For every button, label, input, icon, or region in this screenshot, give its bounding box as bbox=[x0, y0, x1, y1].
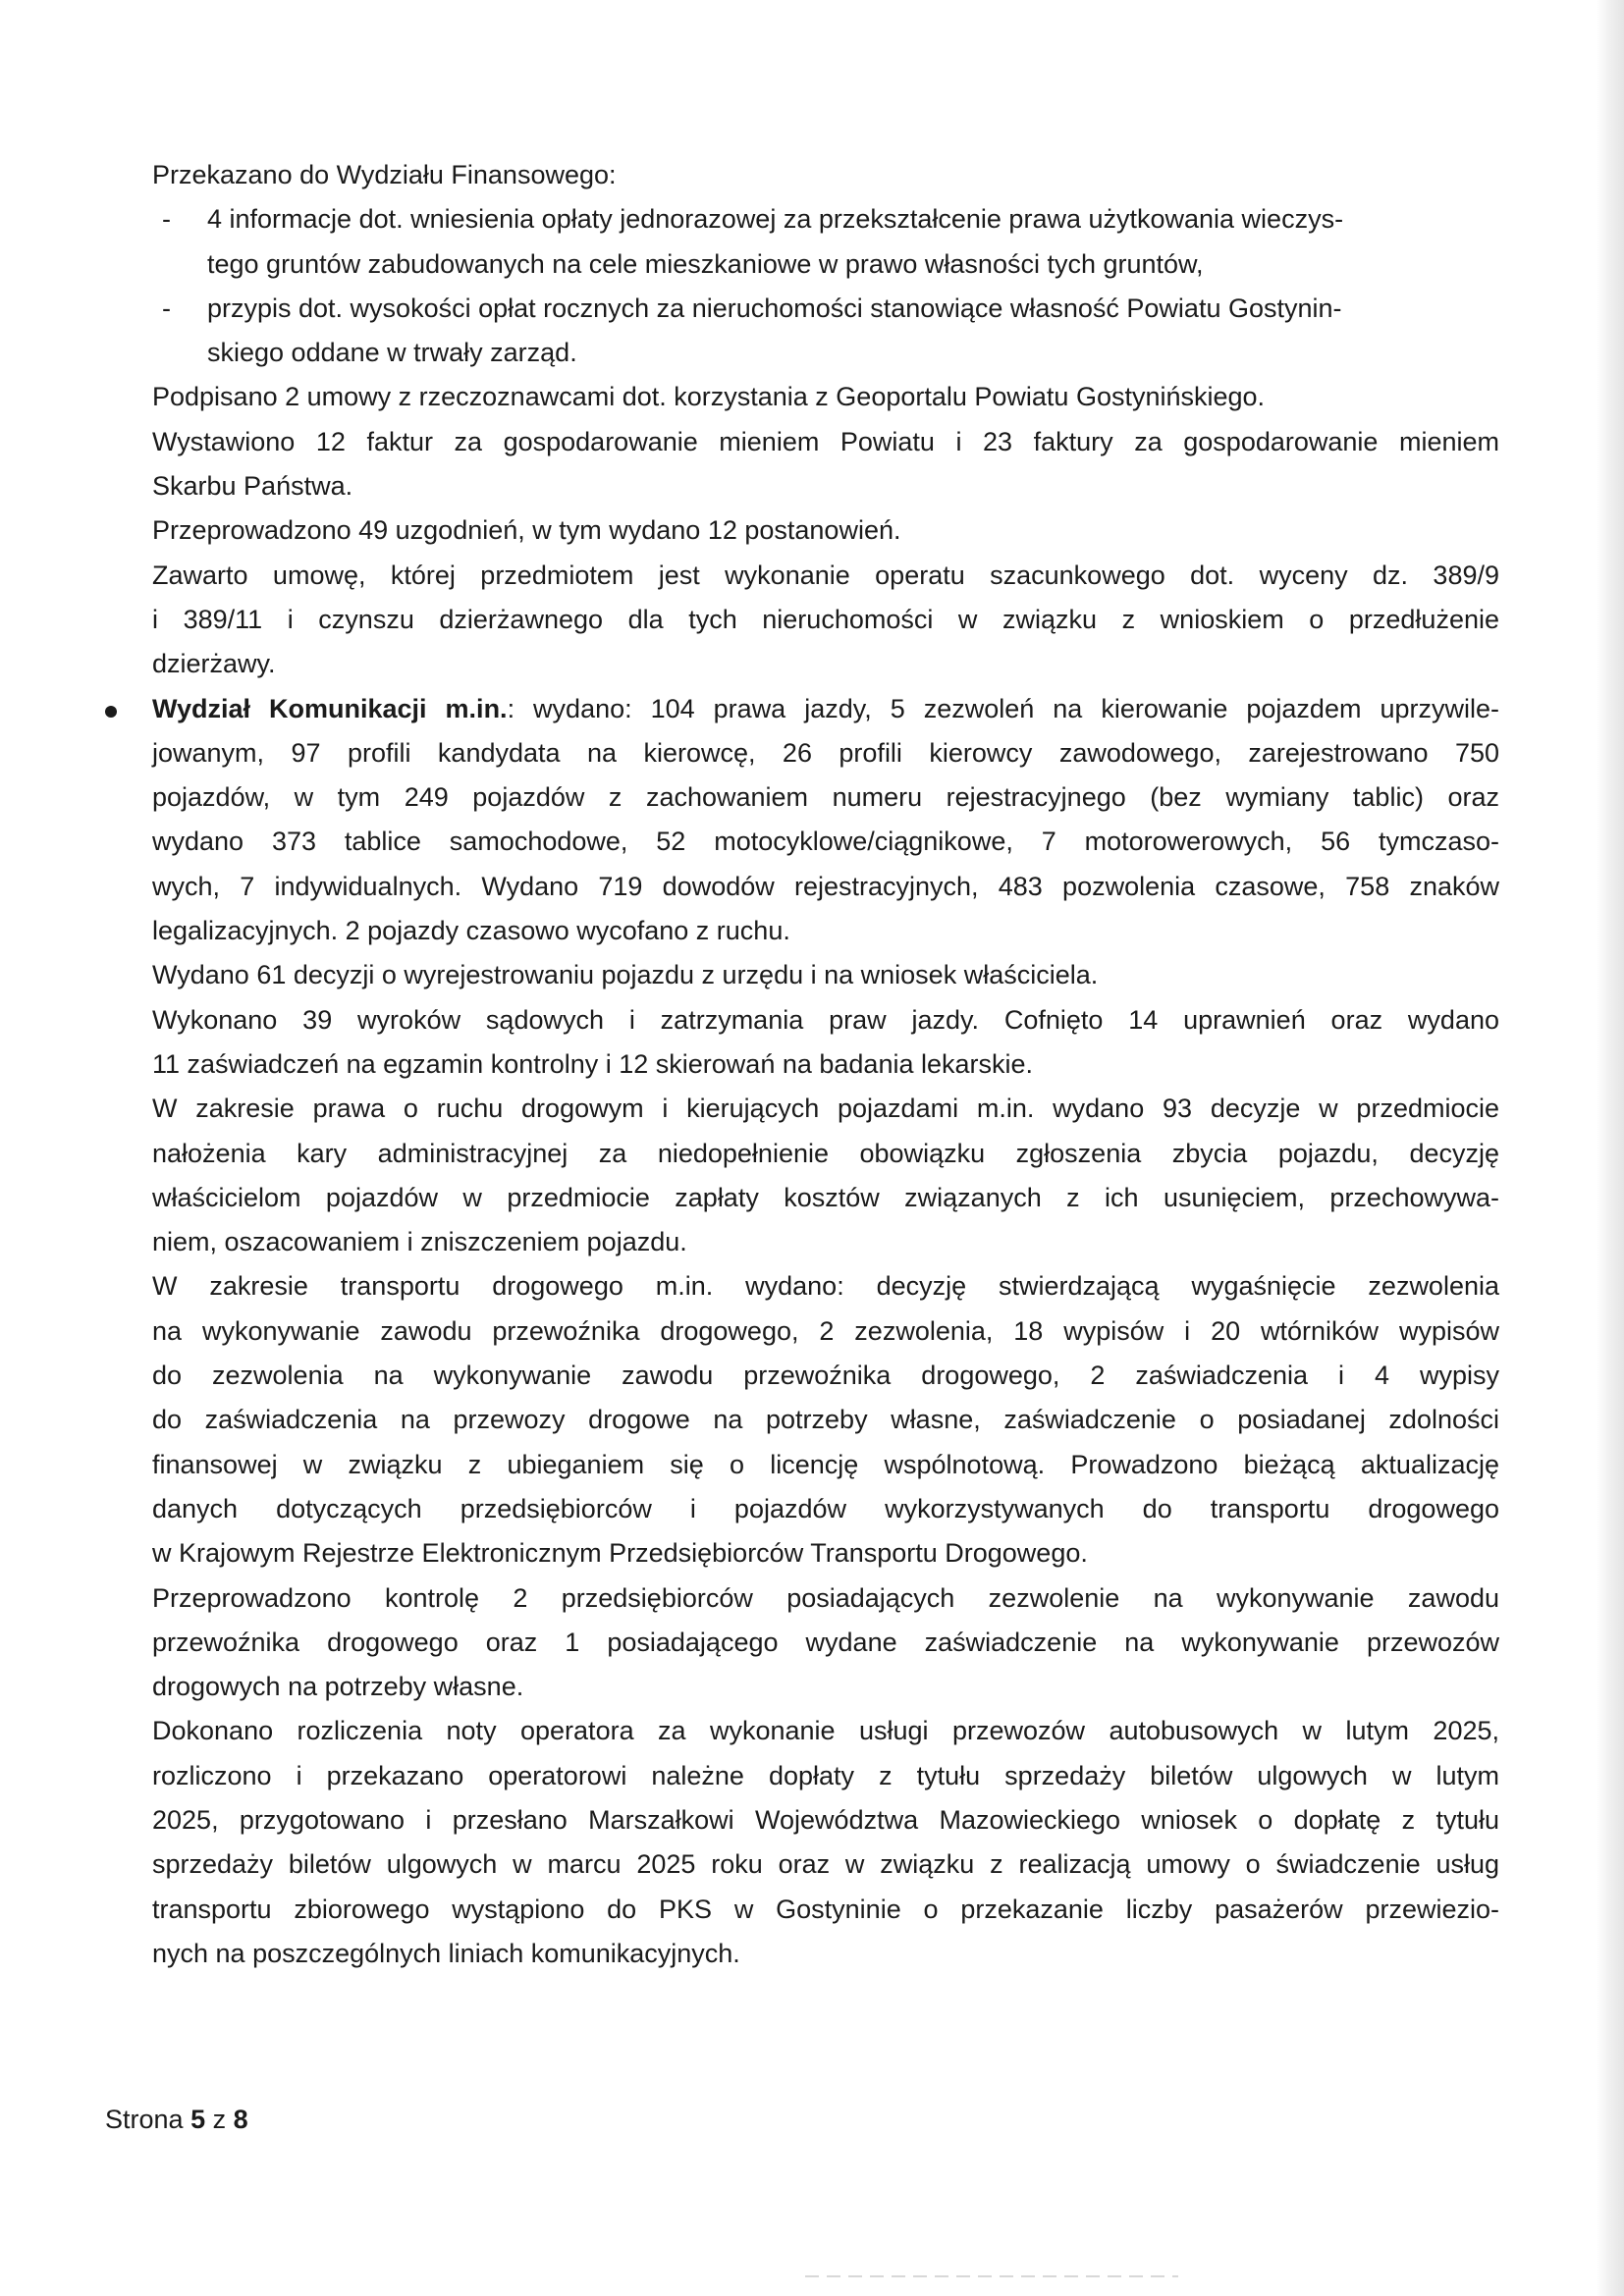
text-line bbox=[152, 1621, 1499, 1665]
line-text: Przeprowadzono 49 uzgodnień, w tym wydano 12 postanowień. bbox=[152, 515, 901, 546]
text-line bbox=[152, 554, 1499, 598]
text-line bbox=[152, 998, 1499, 1042]
text-line bbox=[152, 1709, 1499, 1753]
text-line bbox=[152, 287, 1499, 331]
text-line bbox=[152, 1798, 1499, 1842]
line-text: jowanym, 97 profili kandydata na kierowcę, 26 profili kierowcy zawodowego, zarejestrowano 750 bbox=[152, 737, 1499, 768]
text-line bbox=[152, 820, 1499, 864]
line-text: danych dotyczących przedsiębiorców i pojazdów wykorzystywanych do transportu drogowego bbox=[152, 1493, 1499, 1523]
text-line bbox=[152, 1842, 1499, 1887]
line-text: nałożenia kary administracyjnej za niedopełnienie obowiązku zgłoszenia zbycia pojazdu, decyzję bbox=[152, 1138, 1499, 1168]
text-line bbox=[152, 731, 1499, 775]
line-text: dzierżawy. bbox=[152, 649, 276, 679]
page-edge-shadow bbox=[1597, 0, 1624, 2296]
line-text: na wykonywanie zawodu przewoźnika drogowego, 2 zezwolenia, 18 wypisów i 20 wtórników wypisów bbox=[152, 1315, 1499, 1346]
text-line bbox=[152, 953, 1499, 997]
text-line bbox=[152, 242, 1499, 287]
text-line bbox=[152, 197, 1499, 241]
text-line bbox=[152, 1398, 1499, 1442]
text-line bbox=[152, 642, 1499, 686]
line-text: Podpisano 2 umowy z rzeczoznawcami dot. korzystania z Geoportalu Powiatu Gostynińskiego. bbox=[152, 382, 1266, 412]
line-text: w Krajowym Rejestrze Elektronicznym Przedsiębiorców Transportu Drogowego. bbox=[152, 1538, 1088, 1569]
text-line bbox=[152, 1487, 1499, 1531]
line-text: 4 informacje dot. wniesienia opłaty jednorazowej za przekształcenie prawa użytkowania wieczys- bbox=[207, 204, 1344, 235]
line-text: i 389/11 i czynszu dzierżawnego dla tych nieruchomości w związku z wnioskiem o przedłużenie bbox=[152, 604, 1499, 634]
text-line bbox=[152, 865, 1499, 909]
line-text: Przeprowadzono kontrolę 2 przedsiębiorców posiadających zezwolenie na wykonywanie zawodu bbox=[152, 1582, 1499, 1613]
text-line bbox=[152, 1932, 1499, 1976]
footer-page-current: 5 bbox=[190, 2105, 206, 2134]
text-line bbox=[152, 508, 1499, 553]
text-line bbox=[152, 1576, 1499, 1621]
line-text: transportu zbiorowego wystąpiono do PKS w Gostyninie o przekazanie liczby pasażerów przewiezio- bbox=[152, 1894, 1499, 1924]
line-text: do zaświadczenia na przewozy drogowe na potrzeby własne, zaświadczenie o posiadanej zdolności bbox=[152, 1405, 1499, 1435]
line-text: pojazdów, w tym 249 pojazdów z zachowaniem numeru rejestracyjnego (bez wymiany tablic) oraz bbox=[152, 782, 1499, 813]
text-line bbox=[152, 775, 1499, 820]
line-text: W zakresie prawa o ruchu drogowym i kierujących pojazdami m.in. wydano 93 decyzje w przedmiocie bbox=[152, 1094, 1499, 1124]
line-text: przypis dot. wysokości opłat rocznych za nieruchomości stanowiące własność Powiatu Gostynin- bbox=[207, 293, 1342, 323]
line-text: niem, oszacowaniem i zniszczeniem pojazdu. bbox=[152, 1227, 687, 1257]
text-line bbox=[152, 1087, 1499, 1131]
text-line bbox=[152, 1220, 1499, 1264]
text-line bbox=[152, 909, 1499, 953]
line-text: nych na poszczególnych liniach komunikacyjnych. bbox=[152, 1938, 740, 1968]
page-footer bbox=[105, 2102, 248, 2137]
line-text: skiego oddane w trwały zarząd. bbox=[207, 338, 577, 368]
line-text: rozliczono i przekazano operatorowi należne dopłaty z tytułu sprzedaży biletów ulgowych w lutym bbox=[152, 1760, 1499, 1790]
line-text: Przekazano do Wydziału Finansowego: bbox=[152, 160, 617, 189]
footer-separator: z bbox=[212, 2105, 227, 2134]
line-text: Wydano 61 decyzji o wyrejestrowaniu pojazdu z urzędu i na wniosek właściciela. bbox=[152, 960, 1099, 990]
text-line bbox=[152, 598, 1499, 642]
line-text: Zawarto umowę, której przedmiotem jest wykonanie operatu szacunkowego dot. wyceny dz. 389/9 bbox=[152, 560, 1499, 590]
text-line bbox=[152, 1309, 1499, 1354]
text-line bbox=[152, 1176, 1499, 1220]
line-text: legalizacyjnych. 2 pojazdy czasowo wycofano z ruchu. bbox=[152, 916, 790, 946]
line-text: wydano 373 tablice samochodowe, 52 motocyklowe/ciągnikowe, 7 motorowerowych, 56 tymczaso- bbox=[152, 827, 1499, 857]
bullet-icon bbox=[105, 706, 117, 718]
line-text: Dokonano rozliczenia noty operatora za wykonanie usługi przewozów autobusowych w lutym 2025, bbox=[152, 1716, 1499, 1746]
line-text: sprzedaży biletów ulgowych w marcu 2025 roku oraz w związku z realizacją umowy o świadczenie usług bbox=[152, 1849, 1499, 1880]
line-text: przewoźnika drogowego oraz 1 posiadającego wydane zaświadczenie na wykonywanie przewozów bbox=[152, 1627, 1499, 1657]
line-text: 2025, przygotowano i przesłano Marszałkowi Województwa Mazowieckiego wniosek o dopłatę z tytułu bbox=[152, 1804, 1499, 1835]
text-line bbox=[152, 420, 1499, 464]
line-text: tego gruntów zabudowanych na cele mieszkaniowe w prawo własności tych gruntów, bbox=[207, 248, 1204, 279]
line-text: W zakresie transportu drogowego m.in. wydano: decyzję stwierdzającą wygaśnięcie zezwolenia bbox=[152, 1271, 1499, 1302]
text-line bbox=[152, 375, 1499, 419]
line-text: właścicielom pojazdów w przedmiocie zapłaty kosztów związanych z ich usunięciem, przechowywa- bbox=[152, 1182, 1499, 1212]
dash-marker: - bbox=[162, 293, 171, 323]
line-text: Wystawiono 12 faktur za gospodarowanie mieniem Powiatu i 23 faktury za gospodarowanie mieniem bbox=[152, 426, 1499, 456]
line-text: drogowych na potrzeby własne. bbox=[152, 1672, 524, 1702]
text-line bbox=[152, 1132, 1499, 1176]
text-line bbox=[152, 687, 1499, 731]
text-line bbox=[152, 331, 1499, 375]
line-text: Skarbu Państwa. bbox=[152, 471, 353, 502]
text-line bbox=[152, 1665, 1499, 1709]
text-line bbox=[152, 1531, 1499, 1575]
text-line bbox=[152, 1042, 1499, 1087]
text-line bbox=[152, 1888, 1499, 1932]
line-text: 11 zaświadczeń na egzamin kontrolny i 12 skierowań na badania lekarskie. bbox=[152, 1048, 1034, 1079]
line-text: wych, 7 indywidualnych. Wydano 719 dowodów rejestracyjnych, 483 pozwolenia czasowe, 758 znaków bbox=[152, 871, 1499, 901]
text-line bbox=[152, 464, 1499, 508]
line-text: finansowej w związku z ubieganiem się o licencję wspólnotową. Prowadzono bieżącą aktualizację bbox=[152, 1449, 1499, 1479]
footer-label: Strona bbox=[105, 2105, 184, 2134]
text-line bbox=[152, 1264, 1499, 1308]
line-text: do zezwolenia na wykonywanie zawodu przewoźnika drogowego, 2 zaświadczenia i 4 wypisy bbox=[152, 1361, 1499, 1391]
footer-page-total: 8 bbox=[233, 2105, 248, 2134]
section-heading: Wydział Komunikacji m.in. bbox=[152, 693, 508, 723]
text-line bbox=[152, 1443, 1499, 1487]
line-text: : wydano: 104 prawa jazdy, 5 zezwoleń na kierowanie pojazdem uprzywile- bbox=[507, 693, 1499, 723]
text-line bbox=[152, 1354, 1499, 1398]
scan-artifact bbox=[805, 2275, 1178, 2277]
document-body bbox=[152, 153, 1499, 1976]
text-line bbox=[152, 1754, 1499, 1798]
line-text: Wykonano 39 wyroków sądowych i zatrzymania praw jazdy. Cofnięto 14 uprawnień oraz wydano bbox=[152, 1004, 1499, 1035]
text-line bbox=[152, 153, 1499, 197]
dash-marker: - bbox=[162, 204, 171, 235]
